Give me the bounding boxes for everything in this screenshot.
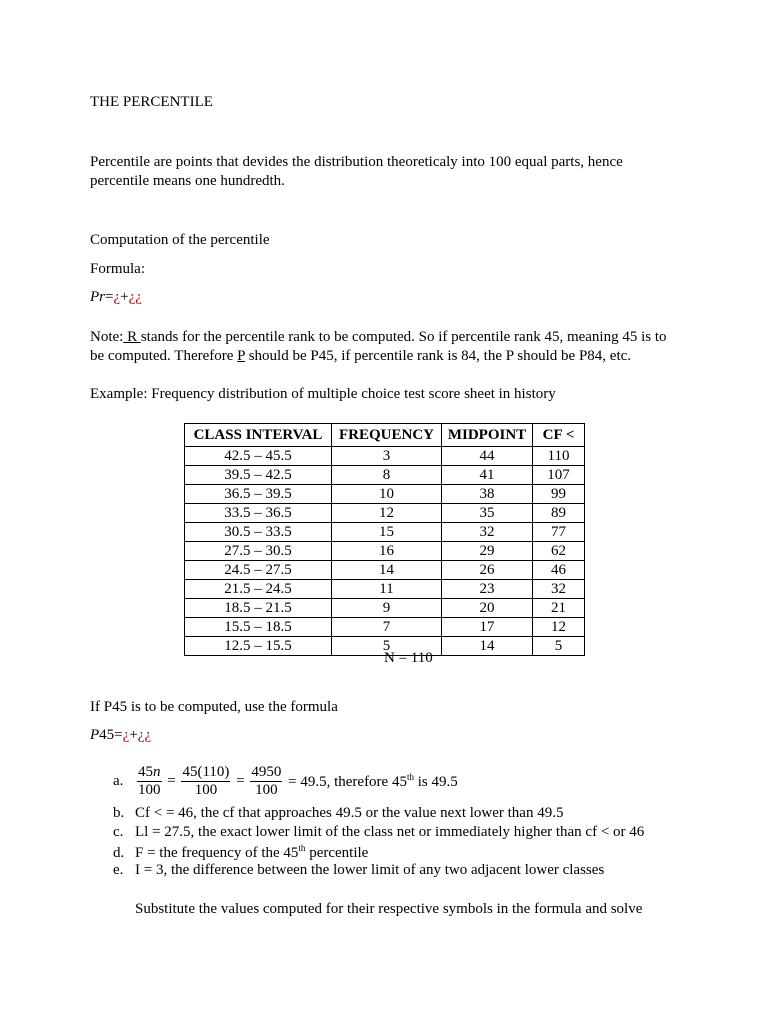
cell-midpoint: 44 bbox=[442, 447, 533, 466]
cell-cf: 32 bbox=[533, 580, 585, 599]
intro-paragraph: Percentile are points that devides the distribution theoreticaly into 100 equal parts, hence percentile means one hundredth. bbox=[90, 154, 623, 189]
formula2-lhs: P bbox=[90, 727, 100, 743]
table-row bbox=[185, 542, 585, 561]
formula2-glyph-1: ¿ bbox=[122, 727, 130, 743]
fraction-1-variable: n bbox=[153, 764, 161, 780]
fraction-2-numerator: 45(110) bbox=[182, 764, 230, 780]
step-a-marker: a. bbox=[113, 773, 124, 789]
fraction-3-numerator: 4950 bbox=[251, 764, 282, 780]
cell-frequency: 3 bbox=[332, 447, 442, 466]
step-c bbox=[113, 824, 644, 841]
cell-frequency: 11 bbox=[332, 580, 442, 599]
cell-frequency: 10 bbox=[332, 485, 442, 504]
cell-class-interval: 12.5 – 15.5 bbox=[185, 637, 332, 656]
cell-midpoint: 38 bbox=[442, 485, 533, 504]
cell-frequency: 14 bbox=[332, 561, 442, 580]
frequency-table bbox=[184, 423, 585, 656]
cell-cf: 99 bbox=[533, 485, 585, 504]
cell-midpoint: 29 bbox=[442, 542, 533, 561]
step-d-tail: percentile bbox=[305, 845, 369, 861]
cell-cf: 77 bbox=[533, 523, 585, 542]
substitute-instruction: Substitute the values computed for their respective symbols in the formula and solve bbox=[135, 901, 643, 917]
col-header-midpoint: MIDPOINT bbox=[442, 424, 533, 447]
step-a-equals-2: = bbox=[236, 773, 245, 789]
cell-class-interval: 42.5 – 45.5 bbox=[185, 447, 332, 466]
cell-frequency: 5 bbox=[332, 637, 442, 656]
col-header-cf: CF < bbox=[533, 424, 585, 447]
cell-cf: 62 bbox=[533, 542, 585, 561]
step-a-tail: is 49.5 bbox=[413, 774, 458, 790]
cell-class-interval: 36.5 – 39.5 bbox=[185, 485, 332, 504]
step-e-text: I = 3, the difference between the lower limit of any two adjacent lower classes bbox=[135, 862, 605, 878]
example-caption: Example: Frequency distribution of multiple choice test score sheet in history bbox=[90, 386, 556, 402]
cell-class-interval: 21.5 – 24.5 bbox=[185, 580, 332, 599]
table-row bbox=[185, 580, 585, 599]
step-a-result: = 49.5, therefore 45 bbox=[288, 774, 407, 790]
step-d bbox=[113, 843, 368, 862]
formula2-glyph-2: ¿¿ bbox=[137, 727, 152, 743]
formula-equals: = bbox=[105, 289, 114, 305]
formula2-num: 45 bbox=[99, 727, 115, 743]
table-row bbox=[185, 447, 585, 466]
fraction-45n-over-100 bbox=[137, 764, 162, 799]
table-row bbox=[185, 466, 585, 485]
cell-frequency: 16 bbox=[332, 542, 442, 561]
cell-class-interval: 27.5 – 30.5 bbox=[185, 542, 332, 561]
step-d-superscript: th bbox=[298, 843, 306, 853]
formula-line bbox=[90, 289, 142, 306]
fraction-2-denominator: 100 bbox=[194, 782, 218, 798]
formula2-plus: + bbox=[129, 727, 138, 743]
page-title: THE PERCENTILE bbox=[90, 94, 213, 110]
cell-midpoint: 32 bbox=[442, 523, 533, 542]
cell-midpoint: 23 bbox=[442, 580, 533, 599]
note-prefix: Note: bbox=[90, 329, 124, 345]
cell-cf: 46 bbox=[533, 561, 585, 580]
note-suffix: should be P45, if percentile rank is 84, the P should be P84, etc. bbox=[244, 348, 632, 364]
fraction-4950-over-100 bbox=[250, 764, 282, 799]
note-paragraph bbox=[90, 328, 680, 366]
cell-cf: 21 bbox=[533, 599, 585, 618]
cell-frequency: 7 bbox=[332, 618, 442, 637]
formula-glyph-1: ¿ bbox=[113, 289, 121, 305]
fraction-3-denominator: 100 bbox=[255, 782, 278, 798]
step-a bbox=[113, 764, 458, 799]
formula-lhs: Pr bbox=[90, 289, 105, 305]
cell-midpoint: 41 bbox=[442, 466, 533, 485]
step-b bbox=[113, 805, 563, 822]
formula-label: Formula: bbox=[90, 261, 145, 277]
cell-class-interval: 39.5 – 42.5 bbox=[185, 466, 332, 485]
fraction-45x110-over-100 bbox=[181, 764, 230, 799]
step-a-equals-1: = bbox=[167, 773, 176, 789]
fraction-1-denominator: 100 bbox=[138, 782, 161, 798]
cell-midpoint: 35 bbox=[442, 504, 533, 523]
cell-midpoint: 20 bbox=[442, 599, 533, 618]
table-row bbox=[185, 561, 585, 580]
formula-plus: + bbox=[120, 289, 129, 305]
note-r: R bbox=[123, 329, 141, 345]
cell-class-interval: 33.5 – 36.5 bbox=[185, 504, 332, 523]
cell-midpoint: 14 bbox=[442, 637, 533, 656]
note-mid: stands for the percentile rank to be computed. So if percentile rank 45, meaning 45 is to be computed. Therefore bbox=[90, 329, 667, 364]
cell-class-interval: 30.5 – 33.5 bbox=[185, 523, 332, 542]
cell-frequency: 9 bbox=[332, 599, 442, 618]
table-header-row bbox=[185, 424, 585, 447]
table-row bbox=[185, 618, 585, 637]
formula2-line bbox=[90, 727, 151, 744]
step-e bbox=[113, 862, 604, 879]
cell-midpoint: 17 bbox=[442, 618, 533, 637]
step-e-marker: e. bbox=[113, 862, 124, 878]
table-row bbox=[185, 523, 585, 542]
cell-class-interval: 18.5 – 21.5 bbox=[185, 599, 332, 618]
formula2-equals: = bbox=[114, 727, 123, 743]
cell-class-interval: 24.5 – 27.5 bbox=[185, 561, 332, 580]
step-b-text: Cf < = 46, the cf that approaches 49.5 or the value next lower than 49.5 bbox=[135, 805, 564, 821]
table-row bbox=[185, 485, 585, 504]
step-a-superscript: th bbox=[406, 772, 414, 782]
cell-frequency: 12 bbox=[332, 504, 442, 523]
cell-cf: 12 bbox=[533, 618, 585, 637]
table-row bbox=[185, 599, 585, 618]
step-d-text: F = the frequency of the 45 bbox=[135, 845, 299, 861]
note-p: P bbox=[237, 348, 245, 364]
col-header-class-interval: CLASS INTERVAL bbox=[185, 424, 332, 447]
cell-frequency: 15 bbox=[332, 523, 442, 542]
p45-intro: If P45 is to be computed, use the formula bbox=[90, 699, 338, 715]
col-header-frequency: FREQUENCY bbox=[332, 424, 442, 447]
computation-heading: Computation of the percentile bbox=[90, 232, 270, 248]
cell-cf: 110 bbox=[533, 447, 585, 466]
cell-class-interval: 15.5 – 18.5 bbox=[185, 618, 332, 637]
formula-glyph-2: ¿¿ bbox=[128, 289, 142, 305]
cell-frequency: 8 bbox=[332, 466, 442, 485]
cell-cf: 5 bbox=[533, 637, 585, 656]
cell-cf: 89 bbox=[533, 504, 585, 523]
cell-cf: 107 bbox=[533, 466, 585, 485]
step-c-text: Ll = 27.5, the exact lower limit of the class net or immediately higher than cf < or 46 bbox=[135, 824, 645, 840]
table-row bbox=[185, 504, 585, 523]
step-b-marker: b. bbox=[113, 805, 125, 821]
table-total: N = 110 bbox=[384, 650, 433, 666]
step-d-marker: d. bbox=[113, 845, 125, 861]
step-c-marker: c. bbox=[113, 824, 124, 840]
cell-midpoint: 26 bbox=[442, 561, 533, 580]
fraction-1-numerator: 45 bbox=[138, 764, 153, 780]
